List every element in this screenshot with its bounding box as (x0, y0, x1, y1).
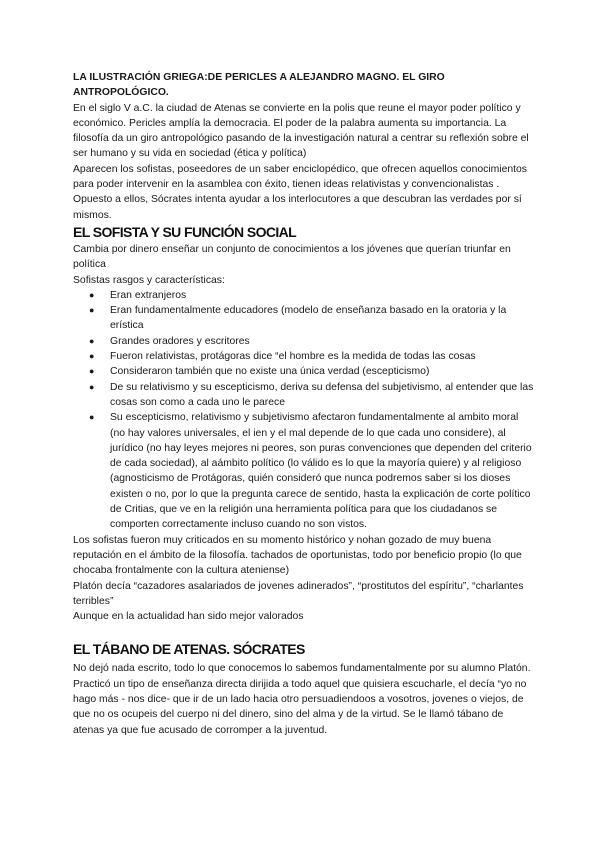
list-item: ● Grandes oradores y escritores (110, 334, 535, 349)
bullet-icon: ● (89, 366, 95, 377)
sofista-paragraph: Cambia por dinero enseñar un conjunto de conocimientos a los jóvenes que querían triunfar en política (73, 243, 511, 271)
section-heading-sofista: EL SOFISTA Y SU FUNCIÓN SOCIAL (73, 223, 297, 240)
sofista-list-intro: Sofistas rasgos y características: (73, 274, 225, 286)
document-title: LA ILUSTRACIÓN GRIEGA:DE PERICLES A ALEJANDRO MAGNO. EL GIRO ANTROPOLÓGICO. (73, 72, 445, 99)
bullet-icon: ● (89, 381, 95, 392)
socrates-paragraph-2: Practicó un tipo de enseñanza directa dirijida a todo aquel que quisiera escucharle, el decía “yo no hago más - nos dice- que ir de un lado hacia otro persuadiendoos a vosotros, jovenes o viejos, de que no os ocupeis del cuerpo ni del dinero, sino del alma y de la virtud. Se le llamó tábano de atenas ya que fue acusado de corromper a la juventud. (73, 678, 527, 736)
document-page (73, 70, 535, 738)
bullet-icon: ● (89, 412, 95, 423)
list-item: ● De su relativismo y su escepticismo, deriva su defensa del subjetivismo, al entender que las cosas son como a cada uno le parece (89, 381, 534, 408)
sofista-traits-list (73, 288, 535, 533)
bullet-icon: ● (89, 335, 95, 346)
bullet-icon: ● (89, 289, 95, 300)
list-item: ● Consideraron también que no existe una única verdad (escepticismo) (110, 364, 535, 379)
list-item: ● Fueron relativistas, protágoras dice “el hombre es la medida de todas las cosas (110, 349, 535, 364)
intro-paragraph-2: Aparecen los sofistas, poseedores de un saber enciclopédico, que ofrecen aquellos conocimientos para poder intervenir en la asamblea con éxito, tienen ideas relativistas y convencionalistas . Opuesto a ellos, Sócrates intenta ayudar a los interlocutores a que descubran las verdades por sí mismos. (73, 163, 528, 221)
sofista-closing-2: Platón decía “cazadores asalariados de jovenes adinerados”, “prostitutos del espíritu”, “charlantes terribles” (73, 580, 524, 607)
socrates-paragraph-1: No dejó nada escrito, todo lo que conocemos lo sabemos fundamentalmente por su alumno Platón. (73, 663, 531, 675)
list-item: ● Su escepticismo, relativismo y subjetivismo afectaron fundamentalmente al ambito moral (no hay valores universales, el ien y el mal depende de lo que cada uno considere), al jurídico (no hay leyes mejores ni peores, son puras convenciones que dependen del criterio de cada sociedad), al aámbito político (lo válido es lo que la mayoría quiere) y al religioso (agnosticismo de Protágoras, quién consideró que nunca podremos saber si los dioses existen o no, por lo que la pregunta carece de sentido, hasta la explicación de corte político de Critias, que ve en la religión una herramienta política para que los ciudadanos se comporten correctamente incluso cuando no son vistos. (89, 412, 532, 531)
intro-paragraph-1: En el siglo V a.C. la ciudad de Atenas se convierte en la polis que reune el mayor poder político y económico. Pericles amplía la democracia. El poder de la palabra aumenta su importancia. La filosofía da un giro antropológico pasando de la investigación natural a centrar su reflexión sobre el ser humano y su vida en sociedad (ética y política) (73, 102, 529, 160)
section-heading-socrates: EL TÁBANO DE ATENAS. SÓCRATES (73, 641, 305, 658)
list-item: ● Eran extranjeros (110, 288, 535, 303)
list-item: ● Eran fundamentalmente educadores (modelo de enseñanza basado en la oratoria y la erística (89, 305, 507, 332)
sofista-closing-1: Los sofistas fueron muy criticados en su momento histórico y nohan gozado de muy buena reputación en el ámbito de la filosofía. tachados de oportunistas, todo por beneficio propio (lo que chocaba frontalmente con la cultura ateniense) (73, 534, 522, 577)
bullet-icon: ● (89, 305, 95, 316)
sofista-closing-3: Aunque en la actualidad han sido mejor valorados (73, 611, 304, 623)
bullet-icon: ● (89, 351, 95, 362)
